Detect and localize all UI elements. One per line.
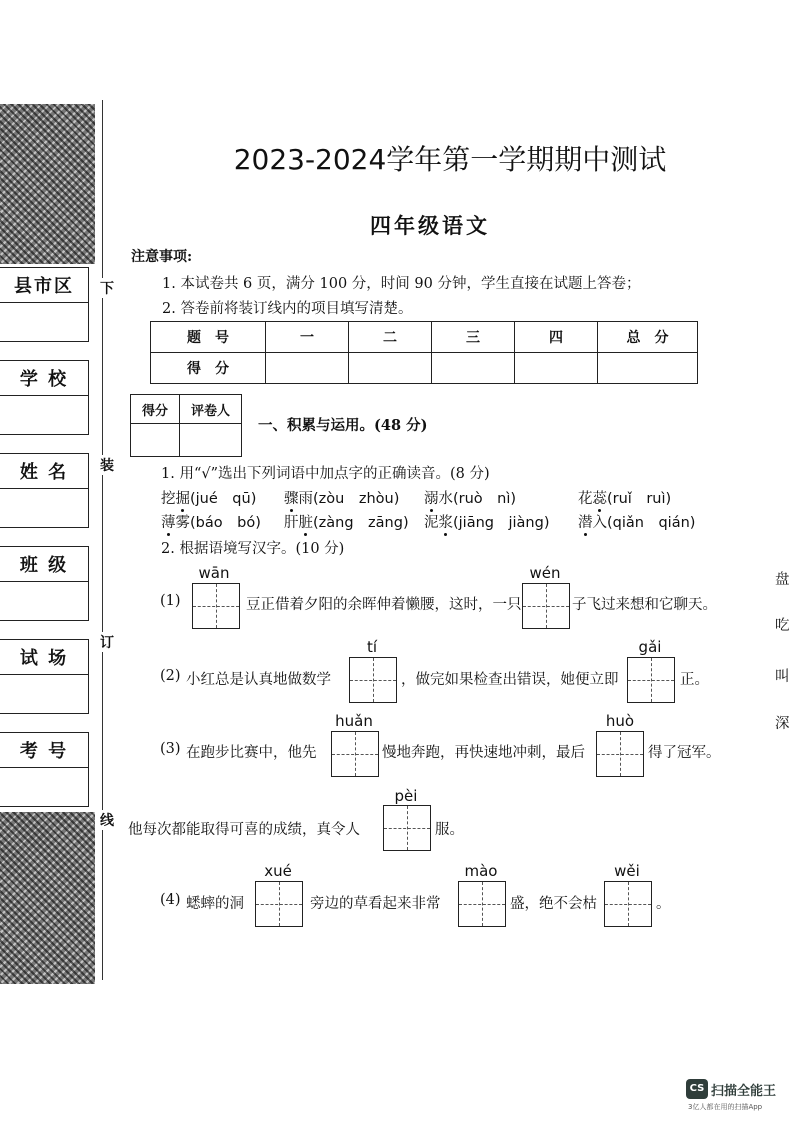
word-char: 肝	[284, 515, 299, 531]
binding-mark: 下	[99, 278, 115, 298]
binding-field-school	[0, 360, 89, 435]
pinyin-options: (zòu zhòu)	[313, 491, 400, 507]
pinyin-hint: huò	[605, 712, 635, 730]
pinyin-choice-item[interactable]	[161, 487, 256, 508]
binding-mark: 装	[99, 455, 115, 475]
score-table-score-row	[151, 353, 698, 384]
pinyin-hint: wān	[198, 564, 230, 582]
sentence-number: (2)	[160, 668, 181, 684]
sentence-text: 他每次都能取得可喜的成绩，真令人	[128, 822, 360, 838]
score-input-cell[interactable]	[432, 353, 515, 384]
character-box[interactable]	[383, 805, 431, 851]
character-box[interactable]	[604, 881, 652, 927]
binding-field-room	[0, 639, 89, 714]
score-input-cell[interactable]	[598, 353, 698, 384]
pinyin-choice-item[interactable]	[424, 487, 516, 508]
sentence-text: 子飞过来想和它聊天。	[572, 597, 717, 613]
sentence-text: ，做完如果检查出错误，她便立即	[401, 672, 619, 688]
grader-name-blank[interactable]	[180, 424, 242, 457]
pinyin-options: (ruǐ ruì)	[607, 491, 672, 507]
notes-item: 1. 本试卷共 6 页，满分 100 分，时间 90 分钟，学生直接在试题上答卷；	[162, 276, 641, 292]
word-char: 挖	[161, 491, 176, 507]
edge-fragment: 叫	[775, 669, 790, 685]
sentence-number: (1)	[160, 593, 181, 609]
character-box[interactable]	[331, 731, 379, 777]
edge-fragment: 盘	[775, 572, 790, 588]
binding-field-label: 班 级	[0, 547, 88, 582]
score-input-cell[interactable]	[349, 353, 432, 384]
character-box[interactable]	[458, 881, 506, 927]
binding-mark: 订	[99, 632, 115, 652]
question-2-prompt: 2. 根据语境写汉字。(10 分)	[161, 541, 345, 557]
dotted-char: 骤	[284, 487, 299, 508]
pinyin-choice-item[interactable]	[284, 487, 399, 508]
score-input-cell[interactable]	[266, 353, 349, 384]
sentence-text: 慢地奔跑，再快速地冲刺，最后	[382, 745, 585, 761]
binding-field-blank[interactable]	[0, 675, 88, 713]
sentence-text: 蟋蟀的洞	[186, 896, 244, 912]
character-box[interactable]	[627, 657, 675, 703]
sentence-text: 服。	[435, 822, 464, 838]
word-char: 花	[578, 491, 593, 507]
sentence-text: 旁边的草看起来非常	[310, 896, 441, 912]
pinyin-options: (báo bó)	[190, 515, 261, 531]
sentence-number: (4)	[160, 892, 181, 908]
dotted-char: 溺	[424, 487, 439, 508]
character-box[interactable]	[255, 881, 303, 927]
pinyin-options: (qiǎn qián)	[607, 515, 696, 531]
score-table-cell: 四	[515, 322, 598, 353]
binding-field-blank[interactable]	[0, 489, 88, 527]
pinyin-choice-item[interactable]	[578, 487, 671, 508]
edge-fragment: 吃	[775, 618, 790, 634]
score-input-cell[interactable]	[515, 353, 598, 384]
notes-heading: 注意事项:	[131, 249, 193, 265]
sentence-text: 小红总是认真地做数学	[186, 672, 331, 688]
pinyin-choice-item[interactable]	[284, 511, 409, 532]
binding-panel	[0, 264, 95, 812]
dotted-char: 薄	[161, 511, 176, 532]
scanner-tagline: 3亿人都在用的扫描App	[688, 1103, 763, 1111]
pinyin-hint: xué	[264, 862, 292, 880]
binding-field-blank[interactable]	[0, 303, 88, 341]
binding-hatch-bottom	[0, 812, 95, 984]
sentence-number: (3)	[160, 741, 181, 757]
pinyin-options: (jué qū)	[190, 491, 257, 507]
sentence-text: 在跑步比赛中，他先	[186, 745, 317, 761]
scanner-name: 扫描全能王	[711, 1084, 777, 1099]
word-char: 水	[438, 491, 453, 507]
grader-name-label: 评卷人	[180, 395, 242, 424]
dotted-char: 脏	[299, 511, 314, 532]
dotted-char: 蕊	[593, 487, 608, 508]
grader-score-blank[interactable]	[131, 424, 180, 457]
binding-field-label: 学 校	[0, 361, 88, 396]
word-char: 泥	[424, 515, 439, 531]
scanner-logo-icon: CS	[686, 1079, 708, 1099]
pinyin-hint: wén	[529, 564, 561, 582]
score-table-cell: 题 号	[151, 322, 266, 353]
binding-field-label: 县市区	[0, 268, 88, 303]
binding-field-class	[0, 546, 89, 621]
character-box[interactable]	[596, 731, 644, 777]
notes-item: 2. 答卷前将装订线内的项目填写清楚。	[162, 301, 413, 317]
binding-field-label: 考 号	[0, 733, 88, 768]
score-table-cell: 总 分	[598, 322, 698, 353]
pinyin-choice-item[interactable]	[161, 511, 261, 532]
binding-field-county	[0, 267, 89, 342]
binding-field-name	[0, 453, 89, 528]
grader-score-label: 得分	[131, 395, 180, 424]
sentence-text: 豆正借着夕阳的余晖伸着懒腰，这时，一只	[246, 597, 522, 613]
pinyin-hint: tí	[366, 638, 378, 656]
binding-field-blank[interactable]	[0, 768, 88, 806]
edge-fragment: 深	[775, 716, 790, 732]
sentence-text: 。	[656, 896, 671, 912]
pinyin-choice-item[interactable]	[424, 511, 550, 532]
pinyin-options: (zàng zāng)	[313, 515, 409, 531]
binding-field-blank[interactable]	[0, 396, 88, 434]
pinyin-hint: mào	[464, 862, 498, 880]
score-table-cell: 得 分	[151, 353, 266, 384]
pinyin-hint: gǎi	[638, 638, 662, 656]
exam-title: 2023-2024学年第一学期期中测试	[233, 143, 667, 176]
score-table-cell: 二	[349, 322, 432, 353]
character-box[interactable]	[349, 657, 397, 703]
grader-box	[130, 394, 242, 457]
section-heading: 一、积累与运用。(48 分)	[258, 417, 428, 434]
pinyin-hint: huǎn	[335, 712, 373, 730]
score-table	[150, 321, 698, 384]
dotted-char: 掘	[176, 487, 191, 508]
word-char: 雾	[175, 515, 190, 531]
sentence-text: 盛，绝不会枯	[510, 896, 597, 912]
character-box[interactable]	[192, 583, 240, 629]
score-table-cell: 一	[266, 322, 349, 353]
binding-mark: 线	[99, 810, 115, 830]
binding-hatch-top	[0, 104, 95, 264]
pinyin-hint: wěi	[614, 862, 640, 880]
dotted-char: 浆	[439, 511, 454, 532]
character-box[interactable]	[522, 583, 570, 629]
binding-field-blank[interactable]	[0, 582, 88, 620]
score-table-header-row	[151, 322, 698, 353]
pinyin-choice-item[interactable]	[578, 511, 695, 532]
pinyin-options: (ruò nì)	[453, 491, 517, 507]
pinyin-options: (jiāng jiàng)	[453, 515, 550, 531]
sentence-text: 得了冠军。	[648, 745, 721, 761]
binding-field-exam-number	[0, 732, 89, 807]
dotted-char: 潜	[578, 511, 593, 532]
binding-field-label: 姓 名	[0, 454, 88, 489]
question-1-prompt: 1. 用“√”选出下列词语中加点字的正确读音。(8 分)	[161, 466, 490, 482]
sentence-text: 正。	[680, 672, 709, 688]
exam-subtitle: 四年级语文	[370, 213, 490, 238]
binding-field-label: 试 场	[0, 640, 88, 675]
score-table-cell: 三	[432, 322, 515, 353]
pinyin-hint: pèi	[394, 787, 418, 805]
word-char: 雨	[298, 491, 313, 507]
word-char: 入	[592, 515, 607, 531]
